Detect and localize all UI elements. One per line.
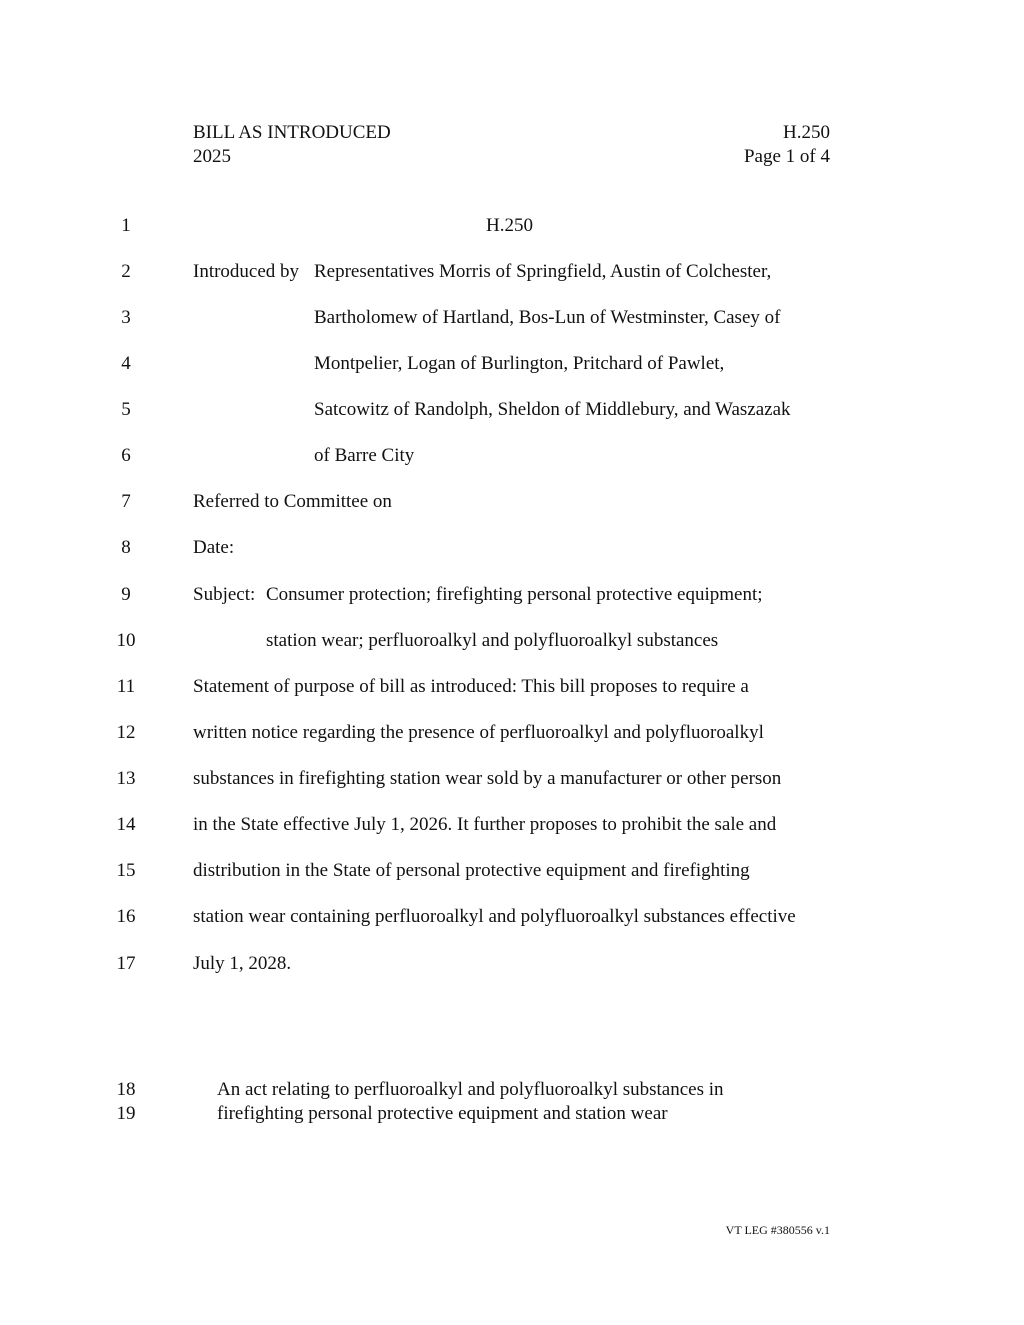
line-number: 3 xyxy=(121,307,131,328)
introduced-by-label: Introduced by xyxy=(193,261,300,282)
date-label: Date: xyxy=(193,537,235,558)
line-number: 13 xyxy=(116,768,136,789)
line-number: 15 xyxy=(116,860,136,881)
line-number: 5 xyxy=(121,399,131,420)
line-number: 17 xyxy=(116,953,136,974)
line-number: 19 xyxy=(116,1103,136,1124)
line-number: 14 xyxy=(116,814,136,835)
subject-text: Consumer protection; firefighting personal protective equipment; xyxy=(266,584,763,605)
sponsor-line: Satcowitz of Randolph, Sheldon of Middlebury, and Waszazak xyxy=(314,399,791,420)
line-number: 2 xyxy=(121,261,131,282)
header-bill-number: H.250 xyxy=(783,122,830,143)
line-number: 8 xyxy=(121,537,131,558)
footer-code: VT LEG #380556 v.1 xyxy=(725,1223,830,1237)
line-number: 4 xyxy=(121,353,131,374)
line-number: 16 xyxy=(116,906,136,927)
header-year: 2025 xyxy=(193,146,231,167)
statement-line: Statement of purpose of bill as introduced: This bill proposes to require a xyxy=(193,676,749,697)
header-title: BILL AS INTRODUCED xyxy=(193,122,391,143)
line-number: 10 xyxy=(116,630,136,651)
act-title-line: An act relating to perfluoroalkyl and polyfluoroalkyl substances in xyxy=(217,1079,724,1100)
sponsor-line: of Barre City xyxy=(314,445,415,466)
line-number: 1 xyxy=(121,215,131,236)
statement-line: written notice regarding the presence of perfluoroalkyl and polyfluoroalkyl xyxy=(193,722,764,743)
line-number: 6 xyxy=(121,445,131,466)
subject-label: Subject: xyxy=(193,584,256,605)
line-number: 9 xyxy=(121,584,131,605)
bill-number-heading: H.250 xyxy=(486,215,533,236)
act-title-line: firefighting personal protective equipment and station wear xyxy=(217,1103,668,1124)
line-number: 18 xyxy=(116,1079,136,1100)
statement-line: July 1, 2028. xyxy=(193,953,292,974)
sponsor-line: Representatives Morris of Springfield, Austin of Colchester, xyxy=(314,261,772,282)
sponsor-line: Montpelier, Logan of Burlington, Pritchard of Pawlet, xyxy=(314,353,725,374)
header-page-number: Page 1 of 4 xyxy=(743,146,830,167)
line-number: 11 xyxy=(116,676,136,697)
statement-line: substances in firefighting station wear sold by a manufacturer or other person xyxy=(193,768,782,789)
sponsor-line: Bartholomew of Hartland, Bos-Lun of Westminster, Casey of xyxy=(314,307,781,328)
statement-line: distribution in the State of personal protective equipment and firefighting xyxy=(193,860,750,881)
statement-line: in the State effective July 1, 2026. It further proposes to prohibit the sale and xyxy=(193,814,777,835)
line-number: 12 xyxy=(116,722,136,743)
subject-text: station wear; perfluoroalkyl and polyfluoroalkyl substances xyxy=(266,630,719,651)
line-number: 7 xyxy=(121,491,131,512)
statement-line: station wear containing perfluoroalkyl and polyfluoroalkyl substances effective xyxy=(193,906,796,927)
referred-to-committee: Referred to Committee on xyxy=(193,491,392,512)
